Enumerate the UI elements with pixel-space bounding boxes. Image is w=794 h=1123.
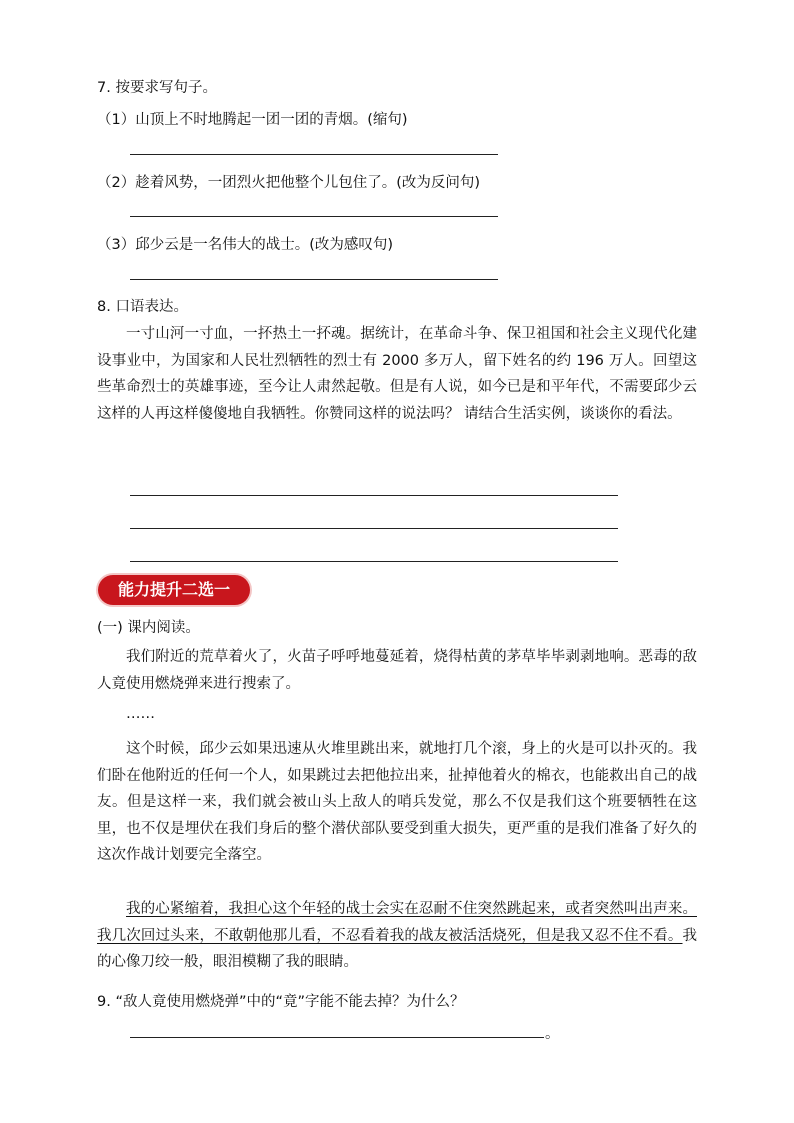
answer-line[interactable] <box>130 154 498 155</box>
answer-line[interactable] <box>130 216 498 217</box>
q7-item-3: （3）邱少云是一名伟大的战士。(改为感叹句) <box>97 237 394 253</box>
q8-title: 8. 口语表达。 <box>97 299 188 315</box>
answer-line[interactable] <box>130 495 618 496</box>
q9-title: 9. “敌人竟使用燃烧弹”中的“竟”字能不能去掉？为什么？ <box>97 994 465 1010</box>
reading-paragraph-3-rest: 我的心像刀绞一般，眼泪模糊了我的眼睛。 <box>97 927 697 970</box>
reading-subtitle: (一) 课内阅读。 <box>97 620 200 636</box>
answer-line[interactable] <box>130 279 498 280</box>
reading-paragraph-1: 我们附近的荒草着火了，火苗子呼呼地蔓延着，烧得枯黄的茅草毕毕剥剥地响。恶毒的敌人竟使用燃烧弹来进行搜索了。 <box>97 649 697 692</box>
answer-line[interactable] <box>130 1037 544 1038</box>
reading-paragraph-3 <box>97 896 697 976</box>
reading-paragraph-2: 这个时候，邱少云如果迅速从火堆里跳出来，就地打几个滚，身上的火是可以扑灭的。我们卧在他附近的任何一个人，如果跳过去把他拉出来，扯掉他着火的棉衣，也能救出自己的战友。但是这样一来，我们就会被山头上敌人的哨兵发觉，那么不仅是我们这个班要牺牲在这里，也不仅是埋伏在我们身后的整个潜伏部队要受到重大损失，更严重的是我们准备了好久的这次作战计划要完全落空。 <box>97 741 697 863</box>
q7-item-1: （1）山顶上不时地腾起一团一团的青烟。(缩句) <box>97 112 408 128</box>
q9-end-mark: 。 <box>545 1026 560 1042</box>
q7-item-2: （2）趁着风势，一团烈火把他整个儿包住了。(改为反问句) <box>97 175 481 191</box>
underlined-sentence: 我的心紧缩着，我担心这个年轻的战士会实在忍耐不住突然跳起来，或者突然叫出声来。我几次回过头来，不敢朝他那儿看，不忍看着我的战友被活活烧死，但是我又忍不住不看。 <box>97 901 697 944</box>
answer-line[interactable] <box>130 528 618 529</box>
q8-body: 一寸山河一寸血，一抔热土一抔魂。据统计，在革命斗争、保卫祖国和社会主义现代化建设事业中，为国家和人民壮烈牺牲的烈士有 2000 多万人，留下姓名的约 196 万人。回望这些革命烈士的英雄事迹，至今让人肃然起敬。但是有人说，如今已是和平年代，不需要邱少云这样的人再这样傻傻地自我牺牲。你赞同这样的说法吗？ 请结合生活实例，谈谈你的看法。 <box>97 326 697 422</box>
ellipsis: …… <box>126 706 155 722</box>
section-badge: 能力提升二选一 <box>98 575 250 605</box>
q7-title: 7. 按要求写句子。 <box>97 80 217 96</box>
answer-line[interactable] <box>130 561 618 562</box>
